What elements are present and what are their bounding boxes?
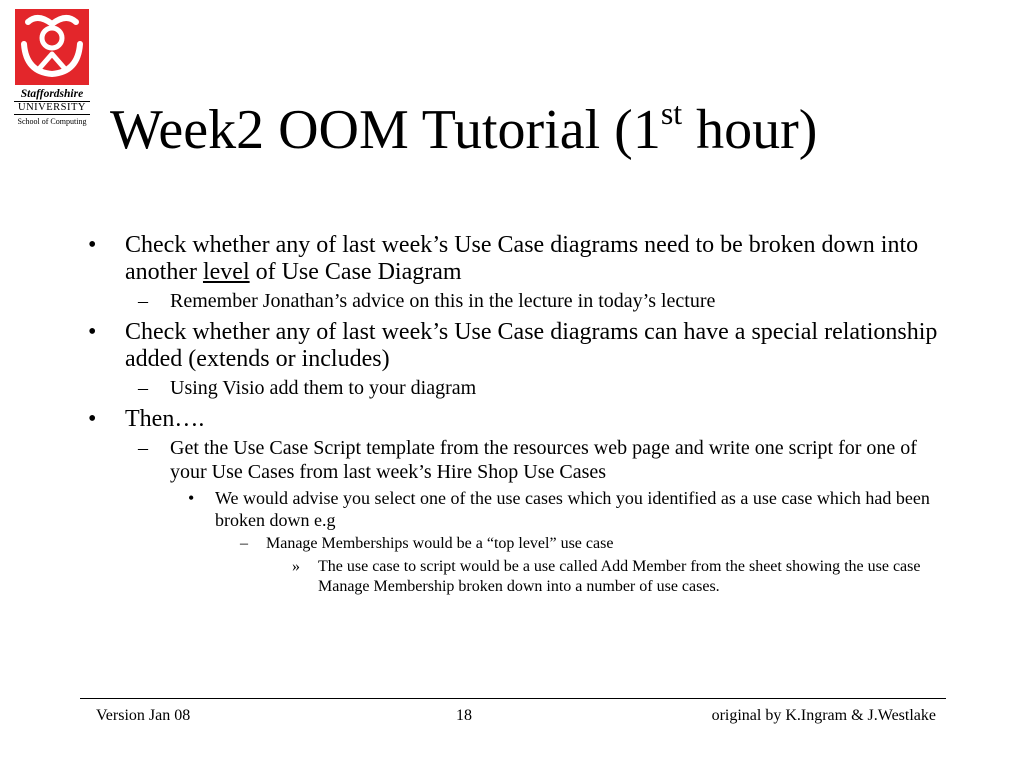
bullet-3-sub-1 [80, 436, 950, 484]
dash-marker: – [138, 290, 148, 312]
bullet-3-sub-4-text: The use case to script would be a use called Add Member from the sheet showing the use case Manage Membership broken down into a number of use cases. [318, 558, 921, 595]
bullet-3-sub-1-text: Get the Use Case Script template from the resources web page and write one script for one of your Use Cases from last week’s Hire Shop Use Cases [170, 437, 917, 483]
dash-marker: – [240, 535, 248, 552]
bullet-2-sub-1-text: Using Visio add them to your diagram [170, 377, 477, 399]
bullet-1 [80, 232, 950, 286]
bullet-marker: • [188, 488, 195, 508]
bullet-3-sub-2-text: We would advise you select one of the use cases which you identified as a use case which had been broken down e.g [215, 488, 930, 530]
bullet-marker: • [88, 406, 97, 432]
bullet-3-sub-3 [80, 534, 950, 554]
slide-content [80, 226, 950, 597]
bullet-marker: • [88, 319, 97, 345]
title-superscript: st [660, 95, 683, 131]
bullet-3-sub-2 [80, 487, 950, 531]
title-main: Week2 OOM Tutorial (1 [110, 99, 661, 161]
university-logo [10, 8, 94, 126]
dash-marker: – [138, 377, 148, 399]
footer-page-number: 18 [456, 707, 472, 724]
bullet-2-text: Check whether any of last week’s Use Case diagrams can have a special relationship added (extends or includes) [125, 319, 938, 372]
dash-marker: – [138, 437, 148, 459]
bullet-2-sub-1 [80, 376, 950, 400]
slide-title [110, 95, 818, 162]
footer-version: Version Jan 08 [96, 707, 191, 724]
footer-credits: original by K.Ingram & J.Westlake [711, 707, 936, 724]
bullet-3-sub-4 [80, 557, 950, 597]
footer-divider [80, 698, 946, 699]
chevron-marker: » [292, 558, 300, 575]
bullet-1-sub-1 [80, 289, 950, 313]
bullet-3-sub-3-text: Manage Memberships would be a “top level” use case [266, 535, 614, 552]
university-crest-icon [14, 8, 90, 86]
bullet-3 [80, 406, 950, 433]
bullet-marker: • [88, 232, 97, 258]
logo-school: School of Computing [17, 117, 87, 126]
bullet-1-sub-1-text: Remember Jonathan’s advice on this in the lecture in today’s lecture [170, 290, 716, 312]
title-tail: hour) [682, 99, 818, 161]
bullet-1-text-end: of Use Case Diagram [249, 259, 462, 285]
bullet-2 [80, 319, 950, 373]
logo-university: UNIVERSITY [14, 101, 90, 115]
underlined-word-level: level [202, 259, 250, 285]
logo-name: Staffordshire [20, 88, 84, 100]
bullet-3-text: Then…. [125, 406, 205, 432]
bullet-1-text: Check whether any of last week’s Use Case diagrams need to be broken down into another [125, 232, 919, 285]
